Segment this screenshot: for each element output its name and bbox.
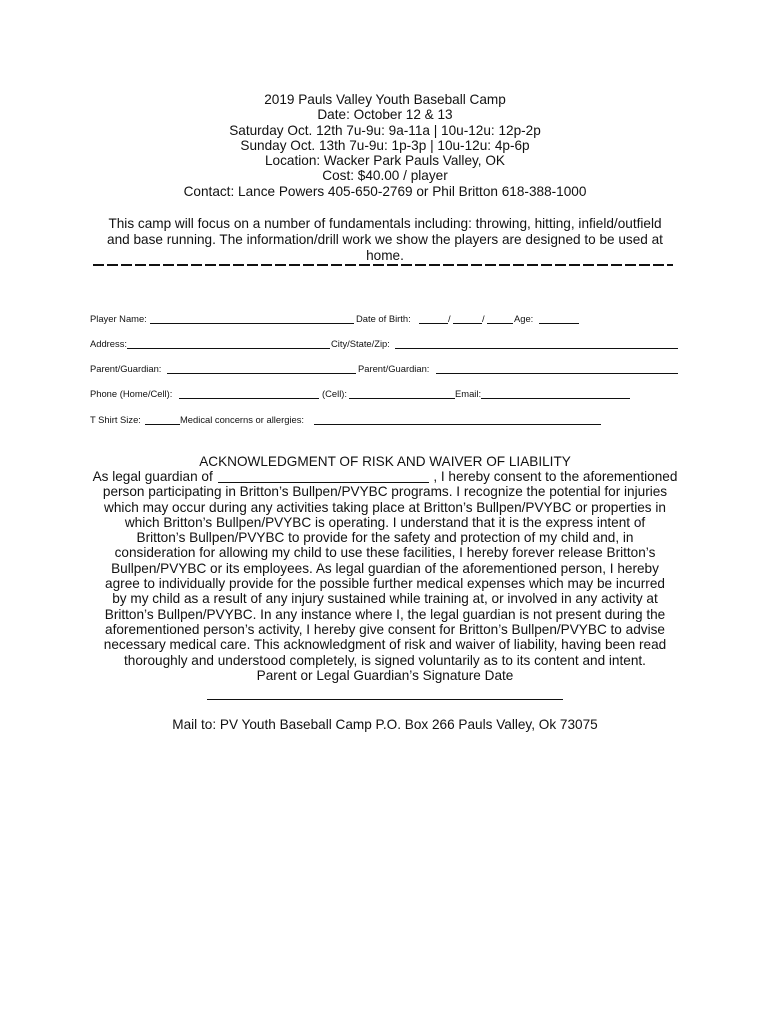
sunday-schedule: Sunday Oct. 13th 7u-9u: 1p-3p | 10u-12u: 4p-6p <box>240 137 530 153</box>
phone-field[interactable] <box>179 398 319 399</box>
tshirt-size-label: T Shirt Size: <box>90 414 141 425</box>
phone-home-cell-label: Phone (Home/Cell): <box>90 388 173 399</box>
child-name-field[interactable] <box>218 482 429 483</box>
age-field[interactable] <box>539 323 579 324</box>
waiver-line: consideration for allowing my child to use these facilities, I hereby forever release Britton’s <box>114 545 656 561</box>
parent-guardian-row <box>90 363 680 377</box>
date-of-birth-label: Date of Birth: <box>356 313 411 324</box>
waiver-line: thoroughly and understood completely, is signed voluntarily as to its content and intent. <box>124 652 646 668</box>
saturday-schedule: Saturday Oct. 12th 7u-9u: 9a-11a | 10u-12u: 12p-2p <box>229 122 541 138</box>
player-info-row <box>90 313 590 327</box>
waiver-line: Bullpen/PVYBC or its employees. As legal guardian of the aforementioned person, I hereby <box>111 560 659 576</box>
email-field[interactable] <box>481 398 630 399</box>
waiver-line: which Britton’s Bullpen/PVYBC is operating. I understand that it is the express intent of <box>124 514 646 530</box>
signature-date-field[interactable] <box>207 699 563 700</box>
birth-month-field[interactable] <box>419 323 448 324</box>
description-line: This camp will focus on a number of fundamentals including: throwing, hitting, infield/outfield <box>108 216 662 231</box>
address-field[interactable] <box>127 348 330 349</box>
birth-year-field[interactable] <box>487 323 513 324</box>
camp-cost: Cost: $40.00 / player <box>322 168 448 184</box>
date-slash: / <box>448 313 451 324</box>
age-label: Age: <box>514 313 534 324</box>
camp-title: 2019 Pauls Valley Youth Baseball Camp <box>264 92 506 107</box>
date-slash: / <box>482 313 485 324</box>
cut-line-divider <box>93 264 673 266</box>
waiver-title: ACKNOWLEDGMENT OF RISK AND WAIVER OF LIABILITY <box>199 454 571 469</box>
address-label: Address: <box>90 338 127 349</box>
player-name-label: Player Name: <box>90 313 147 324</box>
waiver-line <box>76 469 694 484</box>
waiver-line-suffix: , I hereby consent to the aforementioned <box>433 469 678 484</box>
camp-dates: Date: October 12 & 13 <box>317 107 453 123</box>
parent-guardian-1-field[interactable] <box>167 373 356 374</box>
medical-concerns-field[interactable] <box>314 424 601 425</box>
waiver-line: person participating in Britton’s Bullpen/PVYBC programs. I recognize the potential for injuries <box>102 484 668 500</box>
parent-guardian-1-label: Parent/Guardian: <box>90 363 162 374</box>
waiver-line: Britton’s Bullpen/PVYBC to provide for the safety and protection of my child and, in <box>136 530 634 546</box>
birth-day-field[interactable] <box>453 323 482 324</box>
tshirt-medical-row <box>90 414 610 428</box>
waiver-line-prefix: As legal guardian of <box>92 469 213 484</box>
description-line: and base running. The information/drill work we show the players are designed to be used at <box>107 231 663 247</box>
city-state-zip-field[interactable] <box>395 348 678 349</box>
signature-date-label: Parent or Legal Guardian’s Signature Date <box>256 667 514 683</box>
tshirt-size-field[interactable] <box>145 424 180 425</box>
parent-guardian-2-label: Parent/Guardian: <box>358 363 430 374</box>
waiver-line: aforementioned person’s activity, I hereby give consent for Britton’s Bullpen/PVYBC to advise <box>105 621 665 637</box>
player-name-field[interactable] <box>150 323 354 324</box>
cell-label: (Cell): <box>322 388 347 399</box>
camp-description <box>80 216 690 263</box>
cell-field[interactable] <box>349 398 455 399</box>
camp-contact: Contact: Lance Powers 405-650-2769 or Phil Britton 618-388-1000 <box>183 183 587 199</box>
waiver-line: necessary medical care. This acknowledgment of risk and waiver of liability, having been read <box>103 637 667 653</box>
camp-header <box>60 92 710 199</box>
waiver-line: agree to individually provide for the possible further medical expenses which may be incurred <box>105 576 665 592</box>
description-line: home. <box>366 247 404 263</box>
waiver-text <box>76 469 694 683</box>
camp-location: Location: Wacker Park Pauls Valley, OK <box>264 153 505 169</box>
mailing-address: Mail to: PV Youth Baseball Camp P.O. Box 266 Pauls Valley, Ok 73075 <box>172 717 598 732</box>
contact-row <box>90 388 640 402</box>
parent-guardian-2-field[interactable] <box>436 373 678 374</box>
waiver-line: which may occur during any activities taking place at Britton’s Bullpen/PVYBC or properties in <box>104 499 666 515</box>
email-label: Email: <box>455 388 482 399</box>
waiver-line: by my child as a result of any injury sustained while training at, or involved in any activity at <box>112 591 658 607</box>
medical-concerns-label: Medical concerns or allergies: <box>180 414 305 425</box>
waiver-line: Britton’s Bullpen/PVYBC. In any instance where I, the legal guardian is not present during the <box>104 606 666 622</box>
city-state-zip-label: City/State/Zip: <box>331 338 390 349</box>
address-row <box>90 338 680 352</box>
